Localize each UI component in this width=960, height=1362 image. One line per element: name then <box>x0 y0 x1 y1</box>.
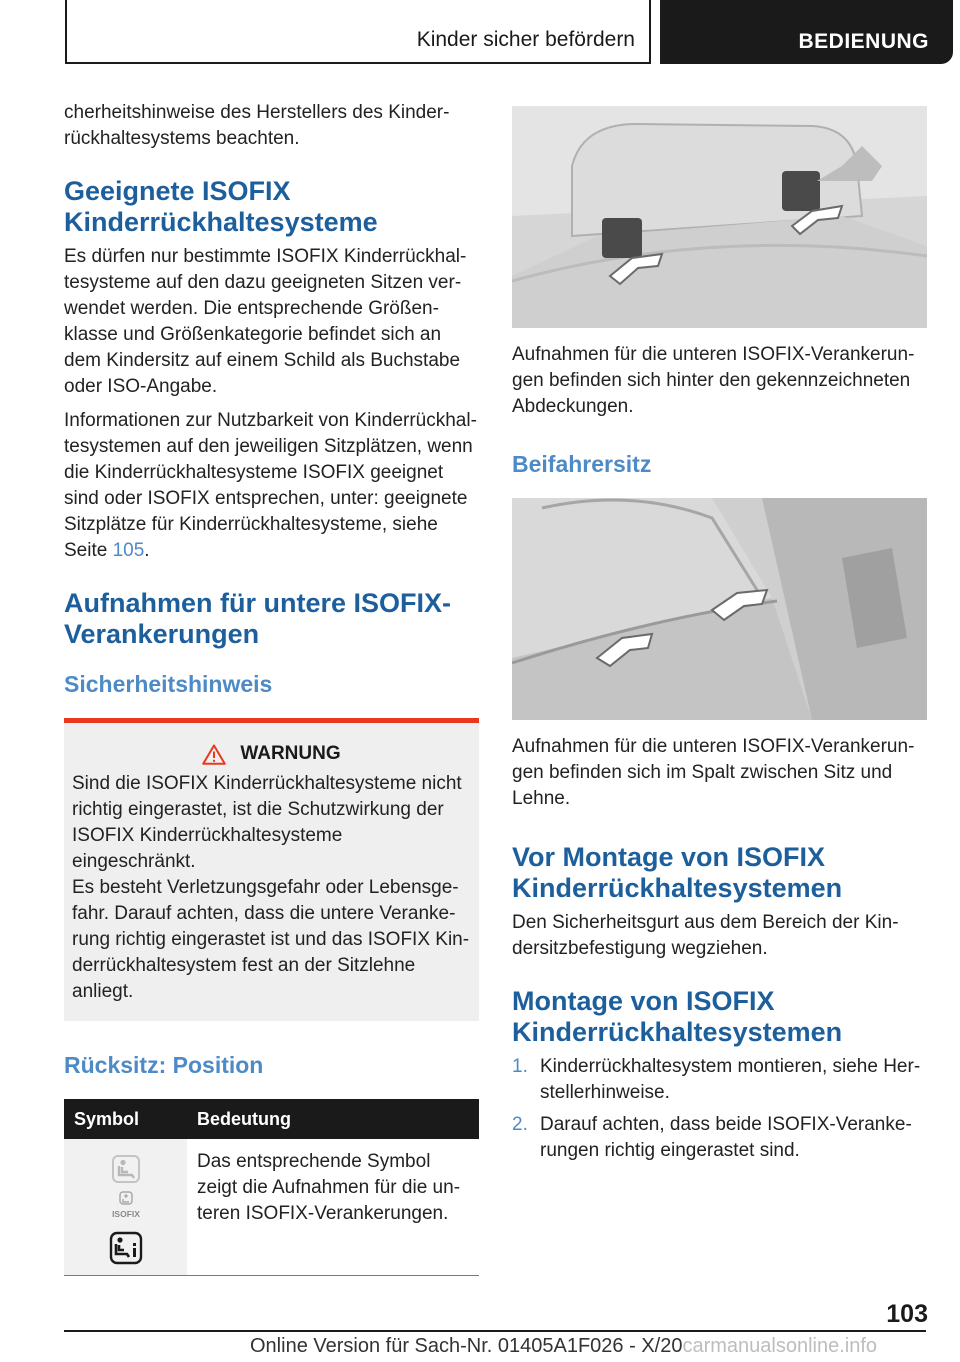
header-section-title: Kinder sicher befördern <box>416 28 635 51</box>
table-row <box>64 1139 479 1276</box>
symbol-table-header <box>64 1099 479 1139</box>
symbol-cell <box>64 1139 187 1276</box>
heading-mounting: Montage von ISOFIX Kinderrückhaltesystemen <box>512 986 843 1047</box>
rear-seat-isofix-photo <box>512 106 927 328</box>
column-header-meaning: Bedeutung <box>187 1099 479 1139</box>
list-item <box>512 1112 927 1164</box>
step-text: Darauf achten, dass beide ISOFIX-Verankerungen richtig eingerastet sind. <box>540 1114 912 1161</box>
step-number: 2. <box>512 1114 528 1135</box>
suitable-paragraph-1: Es dürfen nur bestimmte ISOFIX Kinderrückhaltesysteme auf den dazu geeigneten Sitzen verwendet werden. Die entsprechende Größenklasse und Größenkategorie befindet sich an dem Kindersitz auf einem Schild als Buchstabe oder ISO-Angabe. <box>64 246 467 397</box>
footer-online-text: Online Version für Sach-Nr. 01405A1F026 - X/20 <box>250 1335 683 1357</box>
passenger-seat-isofix-photo <box>512 498 927 720</box>
mounting-steps-list <box>512 1054 927 1164</box>
warning-header <box>72 743 471 765</box>
page-number: 103 <box>886 1300 928 1328</box>
warning-text-1: Sind die ISOFIX Kinderrückhaltesysteme nicht richtig eingerastet, ist die Schutzwirkung der ISOFIX Kinderrückhaltesysteme eingeschränkt. <box>72 773 462 872</box>
heading-suitable-isofix: Geeignete ISOFIX Kinderrückhaltesysteme <box>64 176 378 237</box>
step-text: Kinderrückhaltesystem montieren, siehe Herstellerhinweise. <box>540 1056 921 1103</box>
warning-triangle-icon <box>202 744 226 765</box>
footer-watermark: carmanualsonline.info <box>682 1335 878 1357</box>
right-column <box>512 106 927 1170</box>
heading-before-mounting: Vor Montage von ISOFIX Kinderrückhaltesystemen <box>512 842 843 903</box>
footer-online-version <box>250 1335 877 1358</box>
meaning-cell: Das entsprechende Symbol zeigt die Aufnahmen für die unteren ISOFIX-Verankerungen. <box>197 1151 461 1224</box>
header-chapter-tab <box>660 0 953 64</box>
header-chapter-title: BEDIENUNG <box>798 30 929 53</box>
child-seat-icon <box>110 1153 142 1185</box>
before-mounting-text: Den Sicherheitsgurt aus dem Bereich der Kindersitzbefestigung wegziehen. <box>512 912 899 959</box>
suitable-paragraph-2-end: . <box>144 540 150 561</box>
page-link-105[interactable]: 105 <box>112 540 145 561</box>
child-seat-info-icon <box>109 1231 143 1265</box>
suitable-paragraph-2-text: Informationen zur Nutzbarkeit von Kinderrückhaltesystemen auf den jeweiligen Sitzplätzen, wenn die Kinderrückhaltesysteme ISOFIX geeignet sind oder ISOFIX entsprechen, unter: geeignete Sitzplätze für Kinderrückhaltesysteme, siehe Seite <box>64 410 477 561</box>
passenger-seat-illustration <box>512 498 927 720</box>
list-item <box>512 1054 927 1106</box>
warning-title: WARNUNG <box>240 743 341 764</box>
intro-text: cherheitshinweise des Herstellers des Kinderrückhaltesystems beachten. <box>64 102 450 149</box>
heading-safety-notice: Sicherheitshinweis <box>64 671 273 697</box>
column-header-symbol: Symbol <box>64 1099 187 1139</box>
step-number: 1. <box>512 1056 528 1077</box>
heading-rear-seat-position: Rücksitz: Position <box>64 1052 264 1078</box>
rear-seat-illustration <box>512 106 927 328</box>
heading-lower-isofix-mounts: Aufnahmen für untere ISOFIX-Verankerungen <box>64 588 452 649</box>
footer-rule <box>64 1330 926 1332</box>
left-column <box>64 100 479 1276</box>
suitable-paragraph-2 <box>64 408 479 564</box>
isofix-icon-label: ISOFIX <box>111 1209 140 1219</box>
warning-box <box>64 718 479 1021</box>
header-section-tab <box>65 0 651 64</box>
caption-rear-seat: Aufnahmen für die unteren ISOFIX-Verankerungen befinden sich hinter den gekennzeichneten Abdeckungen. <box>512 344 915 417</box>
heading-passenger-seat: Beifahrersitz <box>512 451 652 477</box>
symbol-table <box>64 1099 479 1276</box>
caption-passenger-seat: Aufnahmen für die unteren ISOFIX-Verankerungen befinden sich im Spalt zwischen Sitz und Lehne. <box>512 736 915 809</box>
warning-text-2: Es besteht Verletzungsgefahr oder Lebensgefahr. Darauf achten, dass die untere Verankerung richtig eingerastet ist und das ISOFIX Kinderrückhaltesystem fest an der Sitzlehne anliegt. <box>72 877 470 1002</box>
isofix-icon <box>106 1191 146 1225</box>
